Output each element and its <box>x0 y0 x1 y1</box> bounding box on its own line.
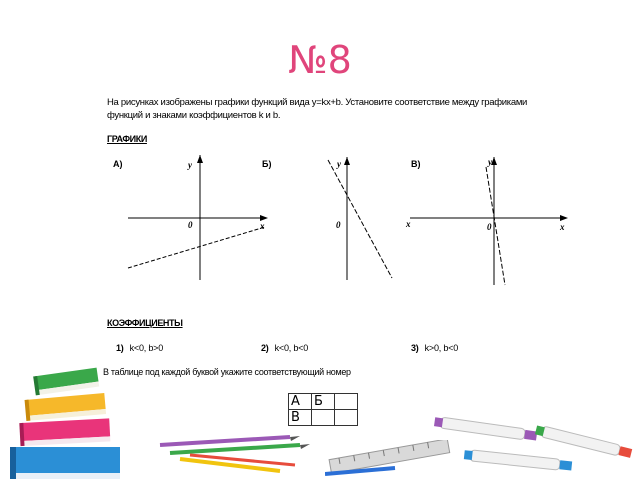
markers-illustration <box>430 410 640 480</box>
graph-label-a: А) <box>113 159 123 169</box>
pencils-illustration <box>150 425 320 480</box>
graph-c-y-label: y <box>488 157 492 167</box>
ruler-illustration <box>325 440 460 480</box>
graph-b <box>320 155 400 285</box>
graph-c-x-label-left: x <box>406 219 411 229</box>
graph-c-origin: 0 <box>487 222 492 232</box>
books-illustration <box>0 365 175 480</box>
graph-a <box>120 155 270 285</box>
coefficient-2: 2) k<0, b<0 <box>261 343 309 353</box>
answer-table <box>288 393 358 426</box>
graph-label-b: Б) <box>262 159 272 169</box>
coefficient-3: 3) k>0, b<0 <box>411 343 459 353</box>
answer-cell-empty-2[interactable] <box>312 410 335 426</box>
graph-a-y-label: y <box>188 160 192 170</box>
graph-b-y-label: y <box>337 159 341 169</box>
graph-b-line <box>328 160 392 278</box>
answer-cell-c[interactable]: В <box>289 410 312 426</box>
answer-cell-empty-1[interactable] <box>335 394 358 410</box>
coefficient-1: 1) k<0, b>0 <box>116 343 164 353</box>
coefficients-heading: КОЭФФИЦИЕНТЫ <box>107 318 183 328</box>
graph-a-y-arrow <box>197 155 203 163</box>
graph-a-line <box>128 227 265 268</box>
graph-b-y-arrow <box>344 157 350 165</box>
graph-c-x-label: x <box>560 222 565 232</box>
graph-a-x-label: x <box>260 221 265 231</box>
graphs-heading: ГРАФИКИ <box>107 134 147 144</box>
slide-title: №8 <box>288 38 352 82</box>
graph-a-origin: 0 <box>188 220 193 230</box>
graph-c <box>400 155 575 290</box>
instruction-text: В таблице под каждой буквой укажите соответствующий номер <box>103 367 351 377</box>
answer-cell-b[interactable]: Б <box>312 394 335 410</box>
graph-label-c: В) <box>411 159 421 169</box>
task-text: На рисунках изображены графики функций вида y=kx+b. Установите соответствие между графиками функций и знаками коэффициентов k и b. <box>107 97 528 121</box>
answer-cell-empty-3[interactable] <box>335 410 358 426</box>
answer-cell-a[interactable]: А <box>289 394 312 410</box>
graph-c-x-arrow <box>560 215 568 221</box>
graph-b-origin: 0 <box>336 220 341 230</box>
